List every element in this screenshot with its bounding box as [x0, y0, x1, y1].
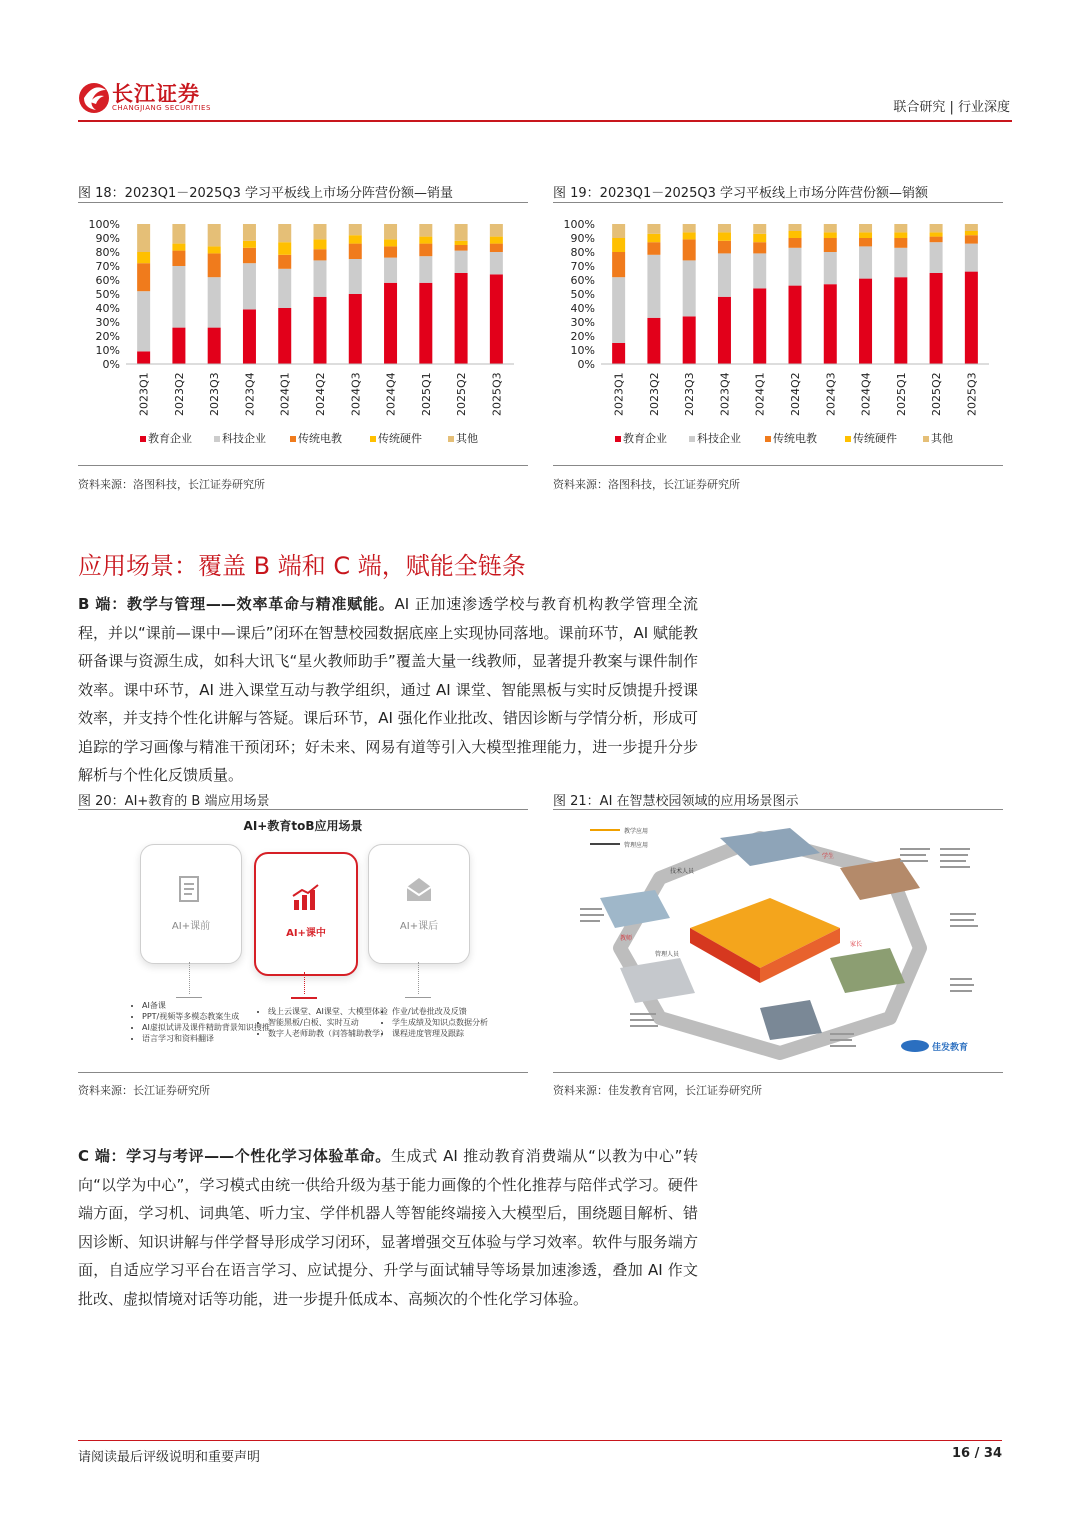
bar-segment — [647, 255, 660, 318]
bar-segment — [753, 253, 766, 288]
connector-post — [418, 962, 419, 994]
x-tick-label: 2023Q3 — [208, 372, 222, 416]
connector-pre — [189, 962, 190, 994]
x-tick-label: 2025Q1 — [419, 372, 433, 416]
y-tick-label: 80% — [95, 246, 120, 259]
header-divider — [78, 120, 1012, 122]
fig20-caption: 图 20：AI+教育的 B 端应用场景 — [78, 794, 270, 809]
bar-segment — [894, 248, 907, 277]
legend-label: 科技企业 — [697, 432, 741, 445]
bar-segment — [137, 263, 150, 291]
bar-segment — [789, 231, 802, 238]
x-tick-label: 2025Q2 — [455, 372, 469, 416]
label-management: 管理人员 — [655, 951, 680, 958]
legend-swatch — [214, 436, 220, 442]
label-student: 学生 — [822, 853, 835, 860]
legend-swatch — [140, 436, 146, 442]
bar-segment — [490, 244, 503, 252]
bar-segment — [647, 318, 660, 364]
list-item: • AI备课 — [142, 1000, 272, 1011]
bar-segment — [965, 235, 978, 243]
bar-segment — [647, 224, 660, 234]
fig21-caption-line — [553, 809, 1003, 810]
list-item: • 数字人老师助教（问答辅助教学） — [268, 1028, 388, 1039]
in-class-list — [258, 1006, 388, 1039]
bar-segment — [349, 224, 362, 235]
list-item: • 课程进度管理及跟踪 — [392, 1028, 502, 1039]
bar-segment — [137, 224, 150, 252]
fig21-caption: 图 21：AI 在智慧校园领域的应用场景图示 — [553, 794, 799, 809]
bar-segment — [455, 245, 468, 251]
bar-segment — [278, 255, 291, 269]
fig20-source-line — [78, 1072, 528, 1073]
bar-segment — [172, 266, 185, 328]
y-tick-label: 0% — [102, 358, 120, 371]
card-post-class-label: AI+课后 — [399, 921, 439, 932]
growth-chart-icon — [290, 882, 322, 914]
connector-in — [304, 972, 305, 994]
bar-segment — [647, 234, 660, 242]
bar-segment — [824, 232, 837, 238]
bar-segment — [683, 260, 696, 316]
bar-segment — [172, 328, 185, 364]
bar-segment — [137, 252, 150, 263]
bar-segment — [137, 351, 150, 364]
y-tick-label: 70% — [570, 260, 595, 273]
y-tick-label: 50% — [570, 288, 595, 301]
legend-label: 其他 — [456, 432, 478, 445]
y-tick-label: 10% — [570, 344, 595, 357]
fig20-caption-line — [78, 809, 528, 810]
legend-label: 教育企业 — [148, 432, 192, 445]
legend-swatch — [845, 436, 851, 442]
central-classroom — [690, 898, 840, 968]
bar-segment — [965, 244, 978, 272]
fig18-source-line — [78, 465, 528, 466]
bar-segment — [683, 224, 696, 232]
b-end-text: AI 正加速渗透学校与教育机构教学管理全流程，并以“课前—课中—课后”闭环在智慧校园数据底座上实现协同落地。课前环节，AI 赋能教研备课与资源生成，如科大讯飞“星火教师助手”覆盖大量一线教师，显著提升教案与课件制作效率。课中环节，AI 进入课堂互动与教学组织，通过 AI 课堂、智能黑板与实时反馈提升授课效率，并支持个性化讲解与答疑。课后环节，AI 强化作业批改、错因诊断与学情分析，形成可追踪的学习画像与精准干预闭环；好未来、网易有道等引入大模型推理能力，进一步提升分步解析与个性化反馈质量。 — [78, 595, 698, 784]
brand-name-en: CHANGJIANG SECURITIES — [112, 104, 211, 112]
bar-segment — [278, 308, 291, 364]
bar-segment — [208, 328, 221, 364]
bar-segment — [930, 273, 943, 364]
bar-segment — [490, 237, 503, 244]
card-in-class — [254, 852, 358, 976]
dash-in — [291, 997, 317, 999]
x-tick-label: 2024Q3 — [349, 372, 363, 416]
fig18-caption-line — [78, 202, 528, 203]
bar-segment — [172, 244, 185, 251]
section-title: 应用场景：覆盖 B 端和 C 端，赋能全链条 — [78, 552, 526, 580]
legend-label: 其他 — [931, 432, 953, 445]
bar-segment — [419, 224, 432, 237]
x-tick-label: 2025Q1 — [894, 372, 908, 416]
fig18-caption: 图 18：2023Q1－2025Q3 学习平板线上市场分阵营份额—销量 — [78, 186, 453, 201]
bar-segment — [683, 316, 696, 364]
bar-segment — [243, 309, 256, 364]
legend-swatch — [370, 436, 376, 442]
y-tick-label: 0% — [577, 358, 595, 371]
post-class-list — [382, 1006, 502, 1039]
bar-segment — [208, 246, 221, 253]
x-tick-label: 2023Q4 — [243, 372, 257, 416]
y-tick-label: 80% — [570, 246, 595, 259]
list-item: • 学生成绩及知识点数据分析 — [392, 1017, 502, 1028]
bar-segment — [384, 283, 397, 364]
page-number: 16 / 34 — [952, 1446, 1002, 1461]
y-tick-label: 100% — [88, 218, 120, 231]
bar-segment — [789, 248, 802, 286]
fig19-source-line — [553, 465, 1003, 466]
bar-segment — [314, 260, 327, 296]
bar-segment — [718, 232, 731, 240]
x-tick-label: 2025Q3 — [490, 372, 504, 416]
bar-segment — [612, 238, 625, 252]
legend-management: 管理应用 — [624, 842, 649, 849]
bar-segment — [718, 297, 731, 364]
list-item: • 智能黑板/白板、实时互动 — [268, 1017, 388, 1028]
legend-label: 教育企业 — [623, 432, 667, 445]
bar-segment — [455, 251, 468, 273]
bar-segment — [490, 252, 503, 274]
card-in-class-label: AI+课中 — [286, 928, 326, 939]
x-tick-label: 2024Q4 — [859, 372, 873, 416]
bar-segment — [859, 224, 872, 232]
header-category: 联合研究 | 行业深度 — [893, 100, 1010, 115]
b-end-paragraph — [78, 590, 698, 790]
bar-segment — [419, 256, 432, 283]
bar-segment — [965, 224, 978, 231]
bar-segment — [612, 277, 625, 343]
label-parent: 家长 — [850, 941, 863, 948]
legend-swatch — [765, 436, 771, 442]
bar-segment — [894, 232, 907, 238]
bar-segment — [243, 241, 256, 248]
y-tick-label: 60% — [95, 274, 120, 287]
bar-segment — [278, 269, 291, 308]
card-post-class — [368, 844, 470, 964]
label-teacher: 教师 — [620, 935, 633, 942]
bar-segment — [894, 238, 907, 248]
bar-segment — [384, 246, 397, 257]
y-tick-label: 30% — [570, 316, 595, 329]
bar-segment — [824, 252, 837, 284]
bar-segment — [859, 279, 872, 364]
bar-segment — [384, 224, 397, 239]
outdoor-area — [830, 948, 905, 993]
bar-segment — [930, 242, 943, 273]
bar-segment — [455, 241, 468, 245]
fig21-source-line — [553, 1072, 1003, 1073]
x-tick-label: 2023Q3 — [683, 372, 697, 416]
bar-segment — [930, 237, 943, 243]
legend-swatch — [615, 436, 621, 442]
bar-segment — [824, 284, 837, 364]
bar-segment — [612, 252, 625, 277]
bar-segment — [753, 234, 766, 242]
bar-segment — [753, 288, 766, 364]
bar-segment — [349, 294, 362, 364]
document-icon — [175, 875, 205, 907]
bar-segment — [349, 244, 362, 259]
fig21-source: 资料来源：佳发教育官网，长江证券研究所 — [553, 1084, 762, 1097]
fig19-caption: 图 19：2023Q1－2025Q3 学习平板线上市场分阵营份额—销额 — [553, 186, 928, 201]
legend-label: 传统电教 — [298, 432, 342, 445]
x-tick-label: 2024Q1 — [753, 372, 767, 416]
bar-segment — [314, 239, 327, 249]
bar-segment — [612, 224, 625, 238]
bar-segment — [965, 272, 978, 364]
fig20-title: AI+教育toB应用场景 — [243, 819, 363, 833]
fig19-chart — [553, 210, 1003, 460]
legend-swatch — [290, 436, 296, 442]
label-tech: 技术人员 — [670, 868, 695, 875]
classroom-left — [600, 890, 670, 928]
c-end-text: 生成式 AI 推动教育消费端从“以教为中心”转向“以学为中心”，学习模式由统一供给升级为基于能力画像的个性化推荐与陪伴式学习。硬件端方面，学习机、词典笔、听力宝、学伴机器人等智能终端接入大模型后，围绕题目解析、错因诊断、知识讲解与伴学督导形成学习闭环，显著增强交互体验与学习效率。软件与服务端方面，自适应学习平台在语言学习、应试提分、升学与面试辅导等场景加速渗透，叠加 AI 作文批改、虚拟情境对话等功能，进一步提升低成本、高频次的个性化学习体验。 — [78, 1147, 699, 1308]
bar-segment — [859, 238, 872, 246]
y-tick-label: 60% — [570, 274, 595, 287]
dash-pre — [176, 997, 202, 998]
brand-logo-icon — [76, 76, 112, 116]
bar-segment — [137, 291, 150, 351]
legend-label: 传统电教 — [773, 432, 817, 445]
x-tick-label: 2023Q1 — [137, 372, 151, 416]
fig19-source: 资料来源：洛图科技，长江证券研究所 — [553, 478, 740, 491]
dash-post — [405, 997, 431, 998]
bar-segment — [647, 242, 660, 255]
y-tick-label: 20% — [95, 330, 120, 343]
bar-segment — [208, 224, 221, 246]
footer-divider — [78, 1440, 1002, 1441]
x-tick-label: 2024Q2 — [314, 372, 327, 416]
legend-label: 科技企业 — [222, 432, 266, 445]
y-tick-label: 100% — [563, 218, 595, 231]
x-tick-label: 2023Q2 — [172, 372, 186, 416]
list-item: • 语言学习和资料翻译 — [142, 1033, 272, 1044]
c-end-paragraph — [78, 1142, 698, 1313]
x-tick-label: 2025Q2 — [930, 372, 944, 416]
b-end-lead: B 端：教学与管理——效率革命与精准赋能。 — [78, 595, 395, 613]
bar-segment — [718, 253, 731, 296]
bar-segment — [384, 258, 397, 283]
y-tick-label: 10% — [95, 344, 120, 357]
bar-segment — [243, 263, 256, 309]
server-room — [720, 828, 820, 866]
bar-segment — [789, 238, 802, 248]
x-tick-label: 2024Q4 — [384, 372, 398, 416]
bar-segment — [243, 224, 256, 241]
bar-segment — [278, 242, 291, 255]
bar-segment — [753, 242, 766, 253]
x-tick-label: 2023Q2 — [647, 372, 661, 416]
bar-segment — [894, 277, 907, 364]
bar-segment — [419, 283, 432, 364]
bar-segment — [718, 241, 731, 254]
bar-segment — [455, 273, 468, 364]
bar-segment — [859, 246, 872, 278]
legend-teaching: 教学应用 — [624, 828, 649, 835]
jiafa-logo-text: 佳发教育 — [932, 1043, 969, 1053]
bar-segment — [455, 224, 468, 241]
bar-segment — [789, 224, 802, 231]
bar-segment — [172, 224, 185, 244]
bar-segment — [718, 224, 731, 232]
list-item: • AI虚拟试讲及课件精助背景知识搜推 — [142, 1022, 272, 1033]
bar-segment — [208, 277, 221, 327]
bar-segment — [683, 232, 696, 239]
bar-segment — [349, 235, 362, 243]
brand-name: 长江证券 — [112, 82, 200, 106]
bar-segment — [172, 251, 185, 266]
legend-swatch — [923, 436, 929, 442]
fig19-caption-line — [553, 202, 1003, 203]
fig20-source: 资料来源：长江证券研究所 — [78, 1084, 210, 1097]
bar-segment — [419, 244, 432, 257]
bar-segment — [789, 286, 802, 364]
legend-swatch — [448, 436, 454, 442]
y-tick-label: 20% — [570, 330, 595, 343]
bar-segment — [859, 232, 872, 238]
bar-segment — [314, 297, 327, 364]
legend-swatch — [689, 436, 695, 442]
bar-segment — [490, 224, 503, 237]
bar-segment — [930, 232, 943, 236]
bar-segment — [965, 231, 978, 235]
bar-segment — [243, 248, 256, 263]
bar-segment — [683, 239, 696, 260]
y-tick-label: 90% — [95, 232, 120, 245]
x-tick-label: 2024Q3 — [824, 372, 838, 416]
y-tick-label: 40% — [570, 302, 595, 315]
fig18-source: 资料来源：洛图科技，长江证券研究所 — [78, 478, 265, 491]
fig20-diagram — [78, 812, 528, 1070]
mail-icon — [403, 873, 435, 905]
bar-segment — [384, 239, 397, 246]
bar-segment — [490, 274, 503, 364]
bar-segment — [314, 224, 327, 239]
bar-segment — [419, 237, 432, 244]
footer-disclaimer: 请阅读最后评级说明和重要声明 — [78, 1450, 261, 1465]
list-item: • 作业/试卷批改及反馈 — [392, 1006, 502, 1017]
y-tick-label: 70% — [95, 260, 120, 273]
x-tick-label: 2025Q3 — [965, 372, 979, 416]
list-item: • 线上云课堂、AI课堂、大模型体验 — [268, 1006, 388, 1017]
smart-campus-illustration — [560, 818, 990, 1068]
fig18-chart — [78, 210, 528, 460]
bar-segment — [612, 343, 625, 364]
x-tick-label: 2024Q2 — [789, 372, 802, 416]
bar-segment — [894, 224, 907, 232]
pre-class-list — [132, 1000, 272, 1044]
x-tick-label: 2023Q4 — [718, 372, 732, 416]
bar-segment — [314, 249, 327, 260]
y-tick-label: 30% — [95, 316, 120, 329]
y-tick-label: 40% — [95, 302, 120, 315]
bar-segment — [753, 224, 766, 234]
y-tick-label: 50% — [95, 288, 120, 301]
legend-label: 传统硬件 — [378, 432, 422, 445]
c-end-lead: C 端：学习与考评——个性化学习体验革命。 — [78, 1147, 391, 1165]
bar-segment — [349, 259, 362, 294]
list-item: • PPT/视频等多模态教案生成 — [142, 1011, 272, 1022]
legend-label: 传统硬件 — [853, 432, 897, 445]
card-pre-class — [140, 844, 242, 964]
bar-segment — [208, 253, 221, 277]
bar-segment — [824, 224, 837, 232]
x-tick-label: 2023Q1 — [612, 372, 626, 416]
card-pre-class-label: AI+课前 — [171, 921, 211, 932]
bar-segment — [278, 224, 291, 242]
jiafa-logo-icon — [901, 1040, 929, 1052]
bar-segment — [930, 224, 943, 232]
x-tick-label: 2024Q1 — [278, 372, 292, 416]
y-tick-label: 90% — [570, 232, 595, 245]
bar-segment — [824, 238, 837, 252]
building-bottom — [760, 1000, 822, 1040]
